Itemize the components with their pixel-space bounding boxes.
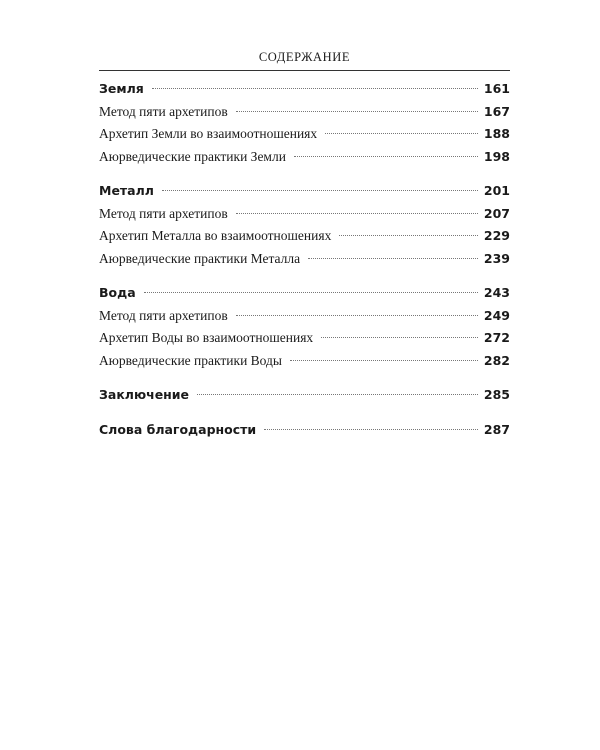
toc-subentry-page-number: 167 (483, 103, 510, 119)
toc-subentry (99, 101, 510, 124)
toc-chapter-title: Слова благодарности (99, 421, 257, 437)
toc-subentry-title: Метод пяти архетипов (99, 205, 228, 221)
toc-chapter (99, 419, 510, 442)
toc-section (99, 384, 510, 407)
toc-subentry (99, 327, 510, 350)
dot-leader (290, 360, 478, 361)
dot-leader (144, 292, 478, 293)
toc-subentry-title: Архетип Металла во взаимоотношениях (99, 228, 332, 243)
toc-subentry (99, 248, 510, 271)
toc-subentry (99, 146, 510, 169)
table-of-contents (99, 78, 510, 453)
toc-subentry-title: Аюрведические практики Металла (99, 250, 301, 266)
toc-section (99, 78, 510, 168)
toc-subentry (99, 225, 510, 248)
dot-leader (294, 156, 478, 157)
toc-section (99, 282, 510, 372)
dot-leader (236, 213, 478, 214)
toc-subentry (99, 123, 510, 146)
toc-subentry-page-number: 229 (483, 228, 510, 243)
dot-leader (325, 133, 478, 134)
toc-subentry-title: Метод пяти архетипов (99, 307, 228, 323)
dot-leader (236, 315, 478, 316)
toc-section (99, 180, 510, 270)
toc-subentry-page-number: 249 (483, 307, 510, 323)
dot-leader (197, 394, 478, 395)
dot-leader (236, 111, 478, 112)
toc-subentry-title: Архетип Воды во взаимоотношениях (99, 330, 314, 345)
toc-subentry (99, 350, 510, 373)
toc-chapter (99, 180, 510, 203)
toc-chapter (99, 384, 510, 407)
page-header: СОДЕРЖАНИЕ (258, 50, 351, 64)
toc-subentry-page-number: 272 (483, 330, 510, 345)
header-rule (99, 70, 510, 71)
toc-chapter-page-number: 285 (483, 387, 510, 402)
toc-subentry-page-number: 282 (483, 352, 510, 368)
toc-subentry-title: Метод пяти архетипов (99, 103, 228, 119)
toc-chapter-page-number: 243 (483, 285, 510, 300)
toc-subentry (99, 305, 510, 328)
dot-leader (264, 429, 478, 430)
toc-chapter-title: Земля (99, 81, 144, 96)
dot-leader (339, 235, 478, 236)
toc-subentry-page-number: 239 (483, 250, 510, 266)
toc-subentry-title: Аюрведические практики Земли (99, 148, 286, 164)
dot-leader (162, 190, 478, 191)
toc-subentry-title: Архетип Земли во взаимоотношениях (99, 126, 318, 141)
toc-subentry-page-number: 207 (483, 205, 510, 221)
toc-chapter-page-number: 287 (483, 421, 510, 437)
toc-subentry (99, 203, 510, 226)
toc-subentry-page-number: 188 (483, 126, 510, 141)
toc-chapter-title: Вода (99, 285, 136, 300)
toc-subentry-page-number: 198 (483, 148, 510, 164)
toc-chapter (99, 282, 510, 305)
toc-chapter-page-number: 201 (483, 183, 510, 198)
toc-chapter (99, 78, 510, 101)
toc-section (99, 419, 510, 442)
toc-subentry-title: Аюрведические практики Воды (99, 352, 282, 368)
toc-chapter-page-number: 161 (483, 81, 510, 96)
dot-leader (152, 88, 478, 89)
dot-leader (321, 337, 478, 338)
toc-chapter-title: Заключение (99, 387, 190, 402)
toc-chapter-title: Металл (99, 183, 154, 198)
dot-leader (308, 258, 478, 259)
